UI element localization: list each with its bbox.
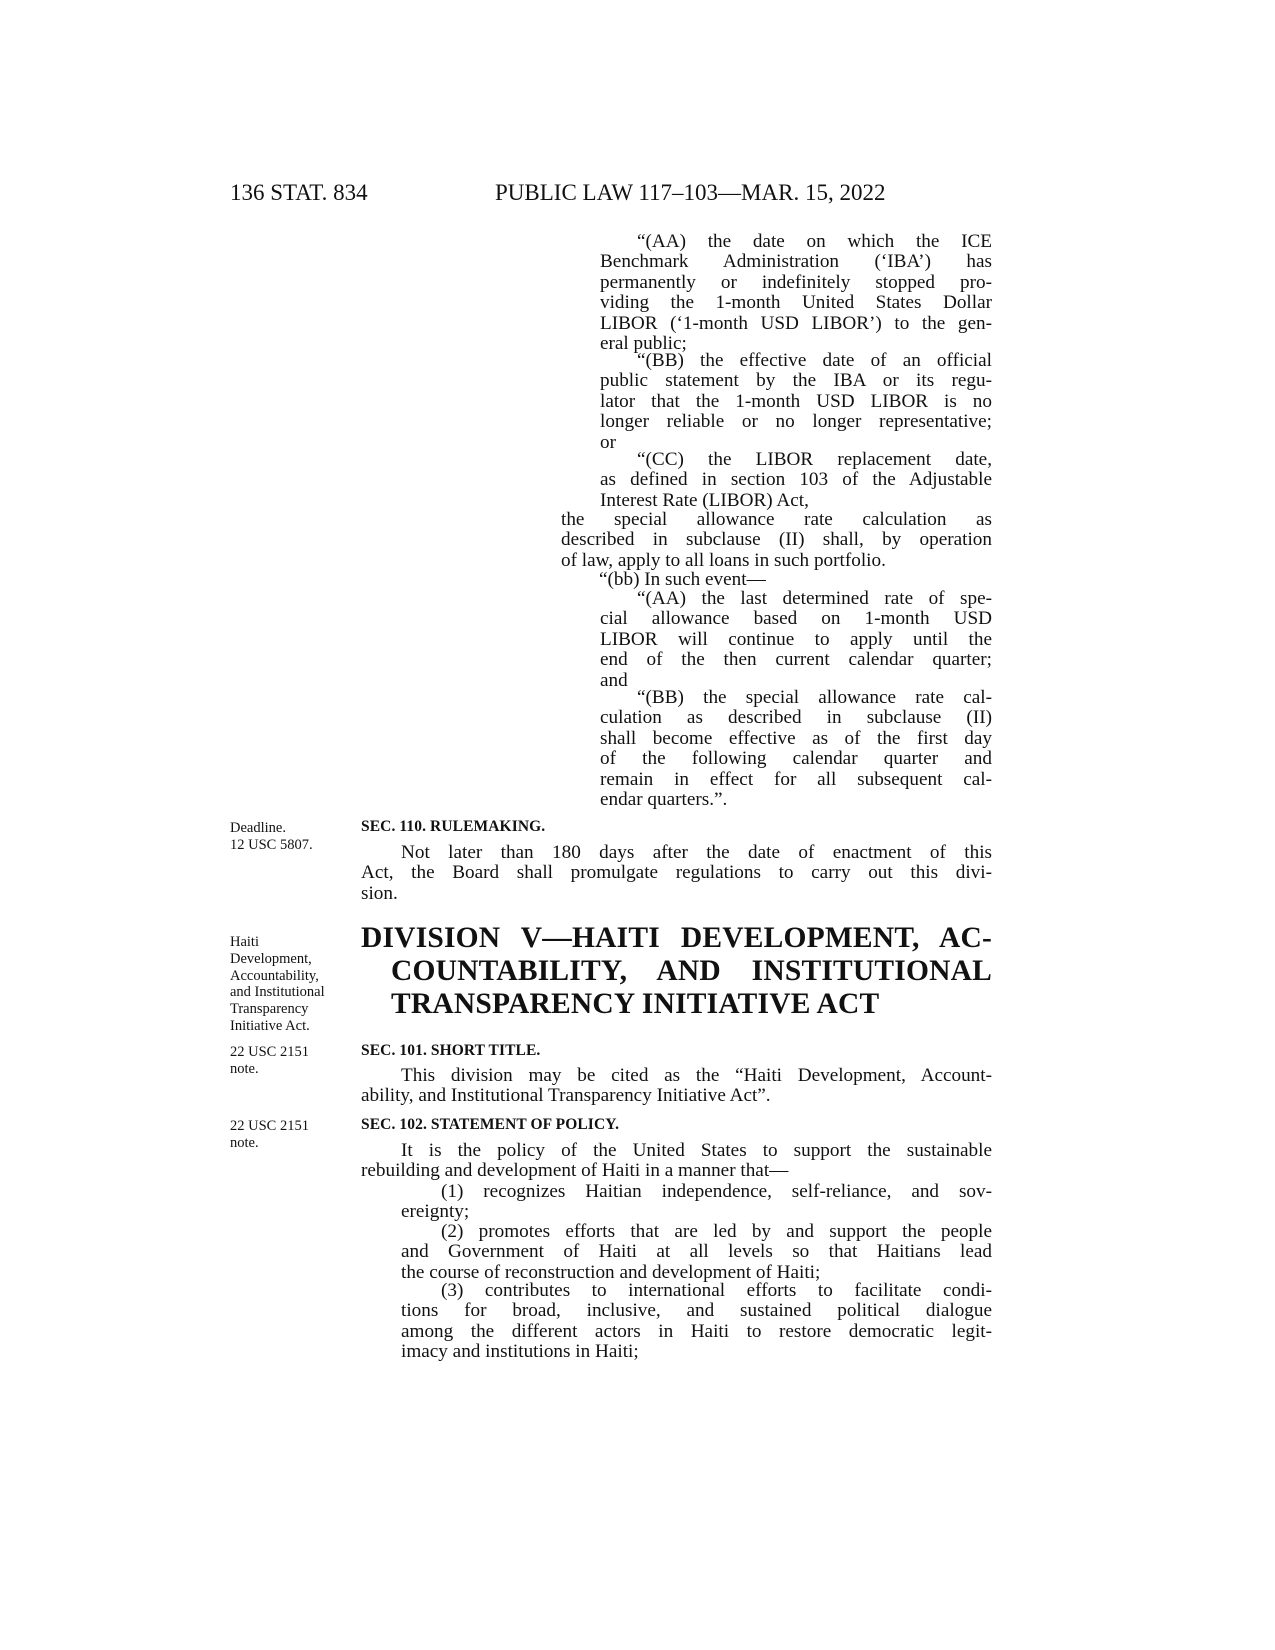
text-line: Act, the Board shall promulgate regulations to carry out this divi- [361, 862, 992, 884]
margin-note-line: Haiti [230, 934, 259, 950]
text-line: among the different actors in Haiti to restore democratic legit- [401, 1320, 992, 1342]
division-title [361, 922, 992, 1021]
division-title-line: DIVISION V—HAITI DEVELOPMENT, AC- [361, 922, 992, 954]
text-line: longer reliable or no longer representative; [600, 411, 992, 433]
margin-note-line: 12 USC 5807. [230, 836, 313, 853]
text-line: This division may be cited as the “Haiti Development, Account- [401, 1065, 992, 1086]
text-line: eral public; [600, 333, 687, 355]
text-line: shall become effective as of the first day [600, 727, 992, 749]
text-line: Interest Rate (LIBOR) Act, [600, 489, 809, 511]
margin-note-deadline [230, 820, 360, 854]
text-line: “(BB) the effective date of an official [637, 350, 992, 371]
text-line: end of the then current calendar quarter; [600, 649, 992, 671]
subitem-bb [600, 351, 992, 453]
text-line: “(CC) the LIBOR replacement date, [637, 449, 992, 470]
margin-note-line: note. [230, 1134, 259, 1151]
page-header-title: PUBLIC LAW 117–103—MAR. 15, 2022 [495, 180, 886, 205]
text-line: as defined in section 103 of the Adjustable [600, 469, 992, 491]
text-line: lator that the 1-month USD LIBOR is no [600, 390, 992, 412]
text-line: “(AA) the last determined rate of spe- [637, 588, 992, 609]
text-line: of law, apply to all loans in such portfolio. [561, 549, 886, 571]
section-102-intro [361, 1141, 992, 1182]
margin-note-line: and Institutional [230, 984, 325, 1001]
section-heading-110: SEC. 110. RULEMAKING. [361, 818, 546, 835]
text-line: ereignty; [401, 1201, 470, 1223]
subitem-bb-event: “(bb) In such event— [599, 569, 766, 590]
text-line: It is the policy of the United States to support the sustainable [401, 1140, 992, 1161]
text-line: or [600, 431, 616, 453]
text-line: and [600, 669, 628, 691]
text-line: rebuilding and development of Haiti in a manner that— [361, 1160, 789, 1182]
margin-note-line: Deadline. [230, 820, 286, 836]
subitem-aa [600, 232, 992, 354]
text-line: the special allowance rate calculation as [561, 509, 992, 530]
text-line: remain in effect for all subsequent cal- [600, 768, 992, 790]
text-line: permanently or indefinitely stopped pro- [600, 271, 992, 293]
text-line: described in subclause (II) shall, by operation [561, 529, 992, 551]
section-heading-101: SEC. 101. SHORT TITLE. [361, 1042, 541, 1059]
text-line: endar quarters.”. [600, 789, 728, 811]
text-line: and Government of Haiti at all levels so that Haitians lead [401, 1241, 992, 1263]
section-101-body [361, 1066, 992, 1107]
text-line: (2) promotes efforts that are led by and support the people [441, 1221, 992, 1242]
text-line: public statement by the IBA or its regu- [600, 370, 992, 392]
margin-note-line: Initiative Act. [230, 1017, 310, 1034]
text-line: LIBOR will continue to apply until the [600, 628, 992, 650]
flush-text [561, 510, 992, 571]
division-title-line: TRANSPARENCY INITIATIVE ACT [391, 988, 880, 1020]
text-line: (3) contributes to international efforts to facilitate condi- [441, 1280, 992, 1301]
section-110-body [361, 843, 992, 904]
text-line: Benchmark Administration (‘IBA’) has [600, 251, 992, 273]
policy-item-2 [401, 1222, 992, 1283]
policy-item-3 [401, 1281, 992, 1363]
policy-item-1 [401, 1182, 992, 1223]
text-line: viding the 1-month United States Dollar [600, 292, 992, 314]
subitem-aa-second [600, 589, 992, 691]
division-title-line: COUNTABILITY, AND INSTITUTIONAL [391, 955, 992, 987]
text-line: culation as described in subclause (II) [600, 707, 992, 729]
margin-note-sec102 [230, 1118, 360, 1152]
text-line: sion. [361, 882, 398, 904]
text-line: Not later than 180 days after the date of enactment of this [401, 842, 992, 863]
margin-note-sec101 [230, 1044, 360, 1078]
text-line: tions for broad, inclusive, and sustained political dialogue [401, 1300, 992, 1322]
margin-note-line: note. [230, 1060, 259, 1077]
margin-note-division [230, 934, 360, 1035]
text-line: cial allowance based on 1-month USD [600, 608, 992, 630]
margin-note-line: Accountability, [230, 967, 319, 984]
text-line: the course of reconstruction and development of Haiti; [401, 1261, 821, 1283]
text-line: LIBOR (‘1-month USD LIBOR’) to the gen- [600, 312, 992, 334]
subitem-bb-second [600, 688, 992, 810]
text-line: “(BB) the special allowance rate cal- [637, 687, 992, 708]
section-heading-102: SEC. 102. STATEMENT OF POLICY. [361, 1116, 620, 1133]
margin-note-line: Development, [230, 950, 312, 967]
subitem-cc [600, 450, 992, 511]
margin-note-line: 22 USC 2151 [230, 1118, 309, 1134]
page-stat-number: 136 STAT. 834 [230, 180, 368, 205]
text-line: of the following calendar quarter and [600, 748, 992, 770]
text-line: (1) recognizes Haitian independence, self-reliance, and sov- [441, 1181, 992, 1202]
text-line: ability, and Institutional Transparency Initiative Act”. [361, 1085, 771, 1107]
margin-note-line: 22 USC 2151 [230, 1044, 309, 1060]
text-line: “(AA) the date on which the ICE [637, 231, 992, 252]
text-line: imacy and institutions in Haiti; [401, 1341, 639, 1363]
margin-note-line: Transparency [230, 1001, 309, 1018]
